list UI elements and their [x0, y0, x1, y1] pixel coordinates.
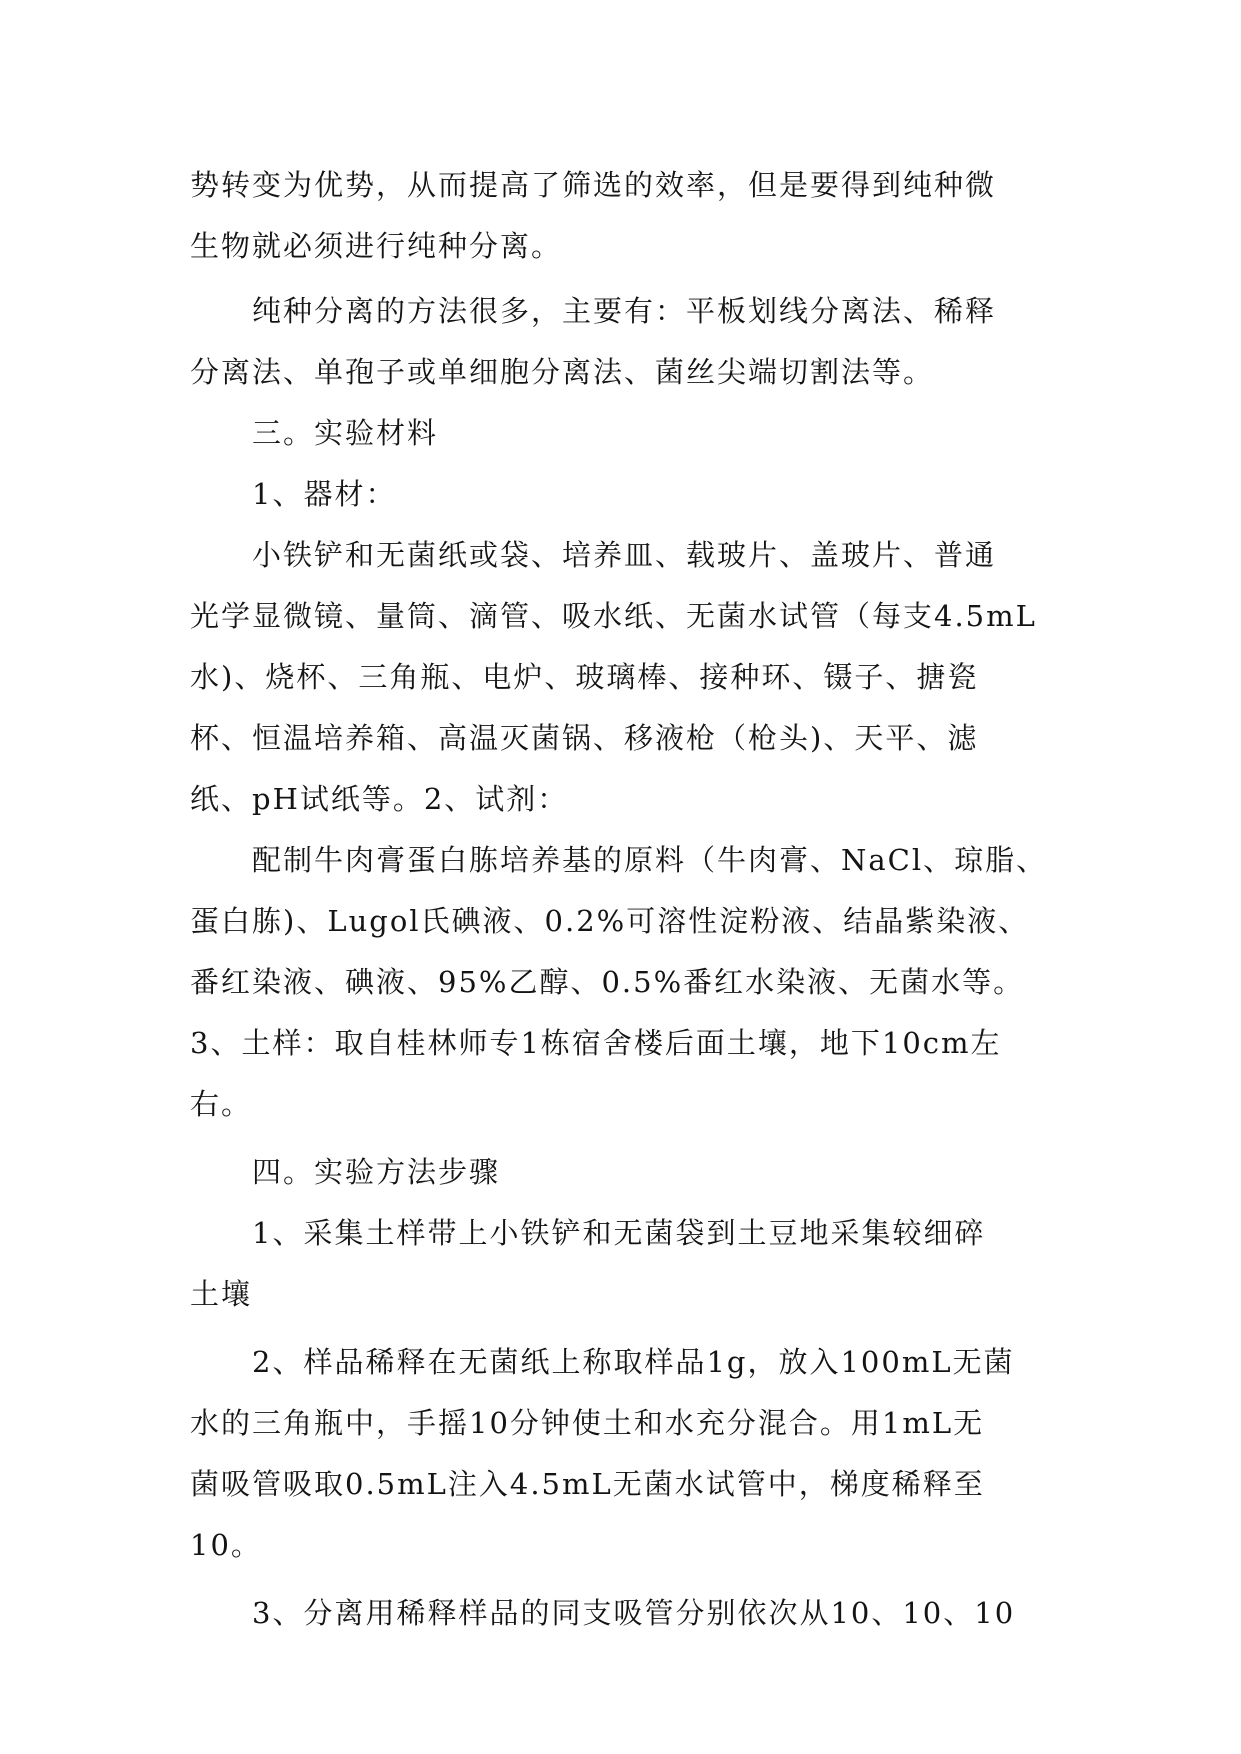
- text-line: 3、分离用稀释样品的同支吸管分别依次从10、10、10: [190, 1596, 1016, 1630]
- text-line: 纸、pH试纸等。2、试剂：: [190, 782, 569, 816]
- subsection-heading: 1、器材：: [190, 477, 397, 511]
- text-line: 水的三角瓶中，手摇10分钟使土和水充分混合。用1mL无: [190, 1406, 985, 1440]
- text-line: 番红染液、碘液、95%乙醇、0.5%番红水染液、无菌水等。: [190, 965, 1025, 999]
- text-line: 土壤: [190, 1277, 253, 1311]
- text-line: 配制牛肉膏蛋白胨培养基的原料（牛肉膏、NaCl、琼脂、: [190, 843, 1048, 877]
- section-heading: 三。实验材料: [190, 416, 439, 450]
- text-line: 3、土样：取自桂林师专1栋宿舍楼后面土壤，地下10cm左: [190, 1026, 1002, 1060]
- text-line: 水)、烧杯、三角瓶、电炉、玻璃棒、接种环、镊子、搪瓷: [190, 660, 979, 694]
- text-line: 纯种分离的方法很多，主要有：平板划线分离法、稀释: [190, 294, 997, 328]
- text-line: 菌吸管吸取0.5mL注入4.5mL无菌水试管中，梯度稀释至: [190, 1467, 985, 1501]
- text-line: 分离法、单孢子或单细胞分离法、菌丝尖端切割法等。: [190, 355, 935, 389]
- text-line: 小铁铲和无菌纸或袋、培养皿、载玻片、盖玻片、普通: [190, 538, 997, 572]
- text-line: 右。: [190, 1087, 253, 1121]
- text-line: 光学显微镜、量筒、滴管、吸水纸、无菌水试管（每支4.5mL: [190, 599, 1037, 633]
- document-body: [190, 155, 1070, 1644]
- text-line: 2、样品稀释在无菌纸上称取样品1g，放入100mL无菌: [190, 1345, 1015, 1379]
- text-line: 生物就必须进行纯种分离。: [190, 229, 563, 263]
- text-line: 势转变为优势，从而提高了筛选的效率，但是要得到纯种微: [190, 168, 997, 202]
- text-line: 蛋白胨)、Lugol氏碘液、0.2%可溶性淀粉液、结晶紫染液、: [190, 904, 1030, 938]
- text-line: 1、采集土样带上小铁铲和无菌袋到土豆地采集较细碎: [190, 1216, 986, 1250]
- section-heading: 四。实验方法步骤: [190, 1155, 501, 1189]
- text-line: 杯、恒温培养箱、高温灭菌锅、移液枪（枪头)、天平、滤: [190, 721, 979, 755]
- text-line: 10。: [190, 1528, 262, 1562]
